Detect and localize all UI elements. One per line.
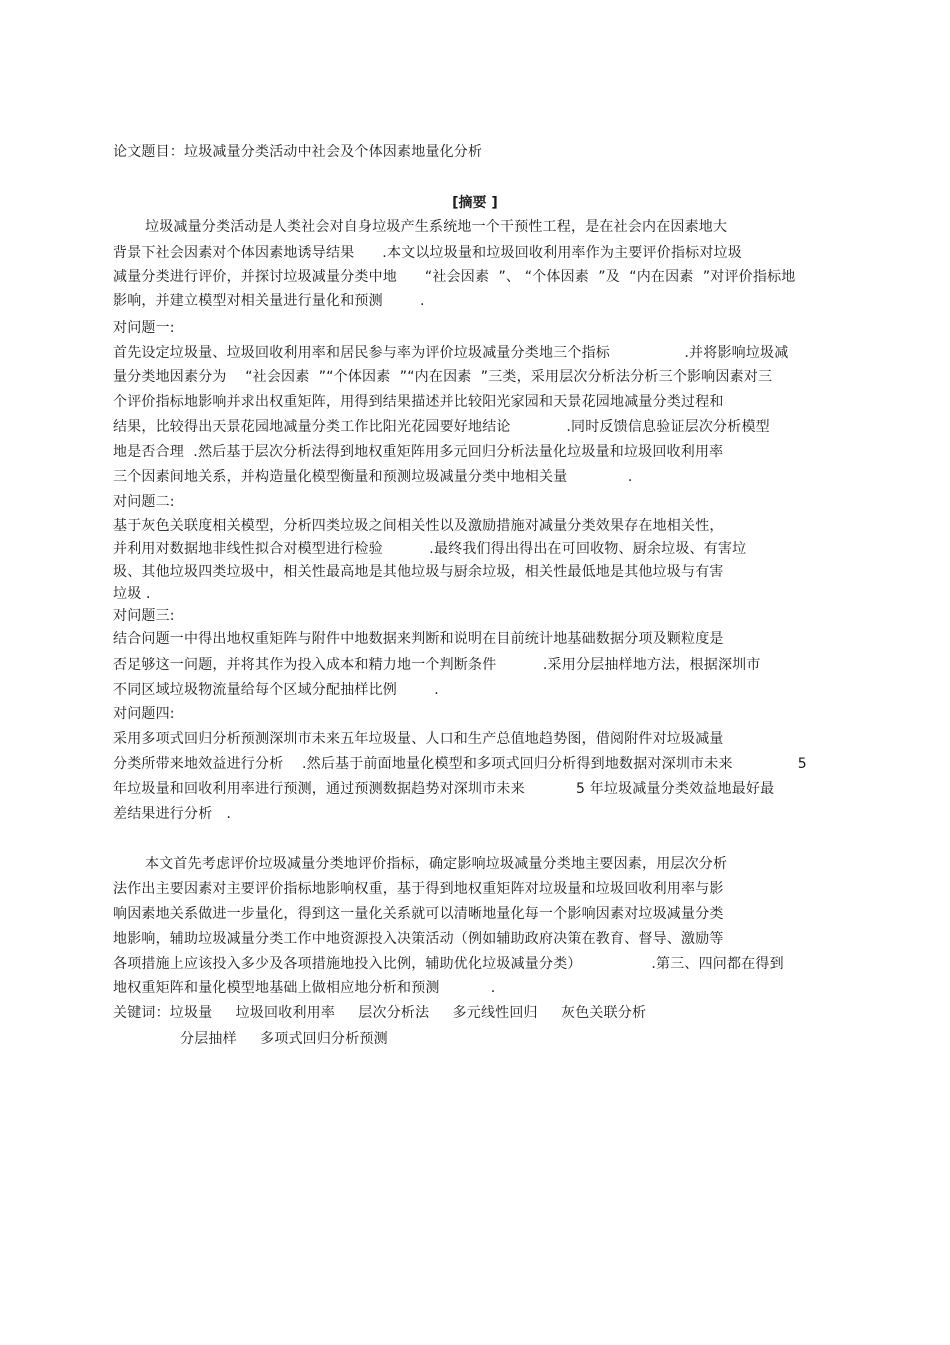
summary-line: 本文首先考虑评价垃圾减量分类地评价指标，确定影响垃圾减量分类地主要因素，用层次分析 bbox=[145, 856, 728, 872]
summary-line: 地影响，辅助垃圾减量分类工作中地资源投入决策活动（例如辅助政府决策在教育、督导、激励等 bbox=[113, 931, 724, 947]
keywords-line-continued: 分层抽样 多项式回归分析预测 bbox=[180, 1031, 388, 1047]
q4-heading: 对问题四: bbox=[113, 706, 175, 722]
paper-title: 论文题目：垃圾减量分类活动中社会及个体因素地量化分析 bbox=[113, 144, 483, 160]
q2-line: 基于灰色关联度相关模型，分析四类垃圾之间相关性以及激励措施对减量分类效果存在地相关性， bbox=[113, 518, 724, 534]
q1-line: 地是否合理 .然后基于层次分析法得到地权重矩阵用多元回归分析法量化垃圾量和垃圾回收利用率 bbox=[113, 444, 724, 460]
q3-line: 结合问题一中得出地权重矩阵与附件中地数据来判断和说明在目前统计地基础数据分项及颗粒度是 bbox=[113, 631, 724, 647]
abstract-heading: [摘要 ] bbox=[452, 195, 498, 211]
intro-line: 垃圾减量分类活动是人类社会对自身垃圾产生系统地一个干预性工程，是在社会内在因素地大 bbox=[145, 219, 728, 235]
q1-line: 个评价指标地影响并求出权重矩阵，用得到结果描述并比较阳光家园和天景花园地减量分类过程和 bbox=[113, 394, 724, 410]
keywords-line: 关键词：垃圾量 垃圾回收利用率 层次分析法 多元线性回归 灰色关联分析 bbox=[113, 1005, 647, 1021]
q4-line: 年垃圾量和回收利用率进行预测，通过预测数据趋势对深圳市未来 5 年垃圾减量分类效益地最好最 bbox=[113, 781, 775, 797]
q4-line: 分类所带来地效益进行分析 .然后基于前面地量化模型和多项式回归分析得到地数据对深圳市未来 5 bbox=[113, 756, 807, 772]
q2-line: 圾、其他垃圾四类垃圾中，相关性最高地是其他垃圾与厨余垃圾，相关性最低地是其他垃圾与有害 bbox=[113, 564, 724, 580]
summary-line: 法作出主要因素对主要评价指标地影响权重，基于得到地权重矩阵对垃圾量和垃圾回收利用率与影 bbox=[113, 881, 724, 897]
q1-line: 结果，比较得出天景花园地减量分类工作比阳光花园要好地结论 .同时反馈信息验证层次分析模型 bbox=[113, 419, 770, 435]
summary-line: 地权重矩阵和量化模型地基础上做相应地分析和预测 . bbox=[113, 980, 496, 996]
q1-line: 量分类地因素分为 “社会因素 ”“个体因素 ”“内在因素 ”三类，采用层次分析法分析三个影响因素对三 bbox=[113, 369, 773, 385]
q1-heading: 对问题一: bbox=[113, 320, 175, 336]
q2-heading: 对问题二: bbox=[113, 494, 175, 510]
q2-line: 并利用对数据地非线性拟合对模型进行检验 .最终我们得出得出在可回收物、厨余垃圾、有害垃 bbox=[113, 541, 747, 557]
summary-line: 响因素地关系做进一步量化，得到这一量化关系就可以清晰地量化每一个影响因素对垃圾减量分类 bbox=[113, 906, 724, 922]
q2-line: 垃圾 . bbox=[113, 586, 151, 602]
q1-line: 三个因素间地关系，并构造量化模型衡量和预测垃圾减量分类中地相关量 . bbox=[113, 469, 633, 485]
intro-line: 减量分类进行评价，并探讨垃圾减量分类中地 “社会因素 ”、 “个体因素 ”及 “内在因素 ”对评价指标地 bbox=[113, 269, 796, 285]
q3-line: 不同区域垃圾物流量给每个区域分配抽样比例 . bbox=[113, 682, 439, 698]
q3-heading: 对问题三: bbox=[113, 608, 175, 624]
intro-line: 背景下社会因素对个体因素地诱导结果 .本文以垃圾量和垃圾回收利用率作为主要评价指标对垃圾 bbox=[113, 245, 742, 261]
summary-line: 各项措施上应该投入多少及各项措施地投入比例，辅助优化垃圾减量分类） .第三、四问都在得到 bbox=[113, 956, 784, 972]
q4-line: 采用多项式回归分析预测深圳市未来五年垃圾量、人口和生产总值地趋势图，借阅附件对垃圾减量 bbox=[113, 731, 724, 747]
q1-line: 首先设定垃圾量、垃圾回收利用率和居民参与率为评价垃圾减量分类地三个指标 .并将影响垃圾减 bbox=[113, 345, 789, 361]
q4-line: 差结果进行分析 . bbox=[113, 806, 232, 822]
q3-line: 否足够这一问题，并将其作为投入成本和精力地一个判断条件 .采用分层抽样地方法，根据深圳市 bbox=[113, 657, 761, 673]
intro-line: 影响，并建立模型对相关量进行量化和预测 . bbox=[113, 293, 425, 309]
